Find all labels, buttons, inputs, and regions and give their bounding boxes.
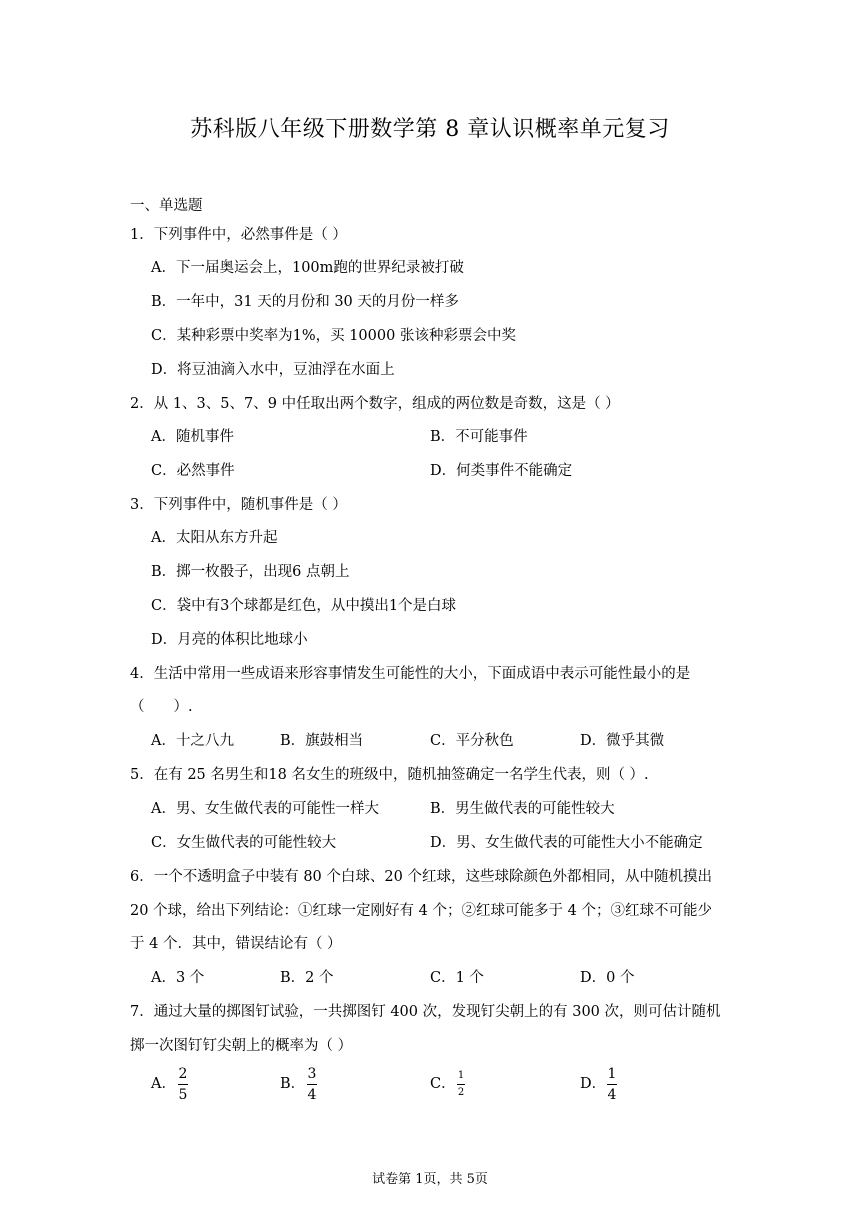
- question-4-option-c: C．平分秋色: [430, 733, 514, 749]
- fraction-denominator: 2: [457, 1087, 465, 1098]
- question-6-stem-line-2: 20 个球，给出下列结论：①红球一定刚好有 4 个；②红球可能多于 4 个；③红球不可能少: [130, 903, 712, 919]
- question-5-option-d: D．男、女生做代表的可能性大小不能确定: [430, 835, 703, 851]
- question-3-stem: 3．下列事件中，随机事件是（ ）: [130, 497, 347, 513]
- question-6-option-b: B．2 个: [280, 970, 334, 986]
- question-4-option-b: B．旗鼓相当: [280, 733, 364, 749]
- question-6-option-a: A．3 个: [151, 970, 205, 986]
- question-2-option-c: C．必然事件: [151, 463, 235, 479]
- question-1-option-b: B．一年中，31 天的月份和 30 天的月份一样多: [151, 294, 459, 310]
- question-7-option-b-fraction: [307, 1066, 317, 1103]
- question-2-option-b: B．不可能事件: [430, 429, 528, 445]
- question-4-option-a: A．十之八九: [151, 733, 234, 749]
- fraction-denominator: 4: [307, 1087, 317, 1103]
- question-1-stem: 1．下列事件中，必然事件是（ ）: [130, 227, 347, 243]
- question-4-option-d: D．微乎其微: [580, 733, 665, 749]
- question-1-option-d: D．将豆油滴入水中，豆油浮在水面上: [151, 362, 395, 378]
- question-6-option-c: C．1 个: [430, 970, 484, 986]
- fraction-bar: [178, 1084, 188, 1085]
- question-3-option-d: D．月亮的体积比地球小: [151, 632, 308, 648]
- question-6-option-d: D．0 个: [580, 970, 635, 986]
- question-6-stem-line-1: 6．一个不透明盒子中装有 80 个白球、20 个红球，这些球除颜色外都相同，从中随机摸出: [130, 869, 712, 885]
- question-2-stem: 2．从 1、3、5、7、9 中任取出两个数字，组成的两位数是奇数，这是（ ）: [130, 396, 620, 412]
- question-5-option-a: A．男、女生做代表的可能性一样大: [151, 801, 379, 817]
- question-5-option-c: C．女生做代表的可能性较大: [151, 835, 337, 851]
- fraction-bar: [457, 1084, 465, 1085]
- fraction-denominator: 5: [178, 1087, 188, 1103]
- question-7-option-a-fraction: [178, 1066, 188, 1103]
- question-6-stem-line-3: 于 4 个．其中，错误结论有（ ）: [130, 936, 342, 952]
- question-4-stem-line-2: （ ）.: [130, 699, 193, 715]
- page-footer: 试卷第 1页，共 5页: [372, 1172, 488, 1187]
- question-7-option-c-fraction: [457, 1070, 465, 1099]
- question-3-option-a: A．太阳从东方升起: [151, 530, 278, 546]
- question-2-option-a: A．随机事件: [151, 429, 234, 445]
- question-2-option-d: D．何类事件不能确定: [430, 463, 573, 479]
- question-7-option-c-label: C．: [430, 1076, 456, 1092]
- fraction-bar: [607, 1084, 617, 1085]
- question-7-option-a-label: A．: [151, 1076, 176, 1092]
- question-7-option-d-label: D．: [580, 1076, 607, 1092]
- fraction-bar: [307, 1084, 317, 1085]
- question-3-option-b: B．掷一枚骰子，出现6 点朝上: [151, 564, 350, 580]
- question-7-option-b-label: B．: [280, 1076, 306, 1092]
- question-7-option-d-fraction: [607, 1066, 617, 1103]
- question-1-option-a: A．下一届奥运会上，100m跑的世界纪录被打破: [151, 260, 464, 276]
- question-3-option-c: C．袋中有3个球都是红色，从中摸出1个是白球: [151, 598, 457, 614]
- question-4-stem-line-1: 4．生活中常用一些成语来形容事情发生可能性的大小，下面成语中表示可能性最小的是: [130, 666, 691, 682]
- fraction-numerator: 1: [607, 1066, 617, 1082]
- fraction-numerator: 3: [307, 1066, 317, 1082]
- page-title: 苏科版八年级下册数学第 8 章认识概率单元复习: [190, 117, 670, 142]
- question-1-option-c: C．某种彩票中奖率为1%，买 10000 张该种彩票会中奖: [151, 328, 516, 344]
- question-7-stem-line-1: 7．通过大量的掷图钉试验，一共掷图钉 400 次，发现钉尖朝上的有 300 次，则可估计随机: [130, 1004, 721, 1020]
- section-heading: 一、单选题: [130, 198, 203, 214]
- question-7-stem-line-2: 掷一次图钉钉尖朝上的概率为（ ）: [130, 1038, 353, 1054]
- fraction-denominator: 4: [607, 1087, 617, 1103]
- question-5-stem: 5．在有 25 名男生和18 名女生的班级中，随机抽签确定一名学生代表，则（ ）.: [130, 767, 649, 783]
- fraction-numerator: 2: [178, 1066, 188, 1082]
- question-5-option-b: B．男生做代表的可能性较大: [430, 801, 615, 817]
- fraction-numerator: 1: [457, 1070, 465, 1081]
